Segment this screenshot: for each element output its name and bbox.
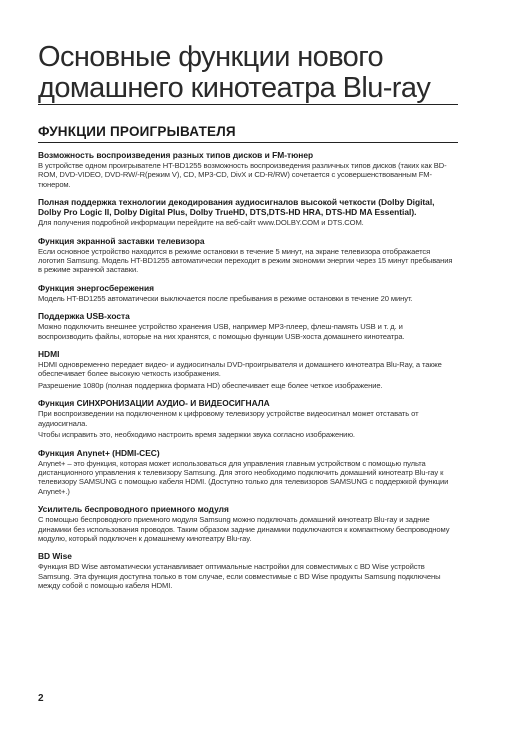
feature-heading: Возможность воспроизведения разных типов дисков и FM-тюнер <box>38 150 314 160</box>
feature-heading: Полная поддержка технологии декодирования аудиосигналов высокой четкости (Dolby Digital, Dolby Pro Logic II, Dolby Digital Plus, Dolby TrueHD, DTS,DTS-HD HRA, DTS-HD MA Essential). <box>38 197 435 218</box>
feature-screensaver <box>38 236 458 275</box>
feature-heading: Функция СИНХРОНИЗАЦИИ АУДИО- И ВИДЕОСИГНАЛА <box>38 398 270 409</box>
feature-text: Если основное устройство находится в режиме остановки в течение 5 минут, на экране телевизора отображается логотип Samsung. Модель HT-BD1255 автоматически переходит в режим экономии энергии через 15 минут пребывания в режиме экранной заставки. <box>38 246 453 275</box>
feature-text: Модель HT-BD1255 автоматически выключается после пребывания в режиме остановки в течение 20 минут. <box>38 293 413 303</box>
feature-av-sync <box>38 398 458 439</box>
feature-power-saving <box>38 283 458 303</box>
section-divider <box>38 142 458 143</box>
feature-anynet <box>38 448 458 497</box>
feature-hdmi <box>38 349 458 390</box>
feature-text: С помощью беспроводного приемного модуля Samsung можно подключать домашний кинотеатр Blu-ray и задние динамики без использования проводов. Таким образом задние динамики подключаются к компактному беспроводному модулю, который подключен к домашнему кинотеатру Blu-ray. <box>38 515 450 543</box>
feature-bd-wise <box>38 551 458 590</box>
feature-list <box>38 150 458 599</box>
feature-text: Чтобы исправить это, необходимо настроить время задержки звука согласно изображению. <box>38 430 355 440</box>
feature-heading: Функция экранной заставки телевизора <box>38 235 205 246</box>
feature-text: Для получения подробной информации перейдите на веб-сайт www.DOLBY.COM и DTS.COM. <box>38 218 364 228</box>
feature-hd-audio <box>38 197 458 227</box>
feature-text: При воспроизведении на подключенном к цифровому телевизору устройстве видеосигнал может отставать от аудиосигнала. <box>38 409 419 428</box>
feature-usb-host <box>38 311 458 341</box>
feature-text: Функция BD Wise автоматически устанавливает оптимальные настройки для совместимых с BD Wise устройств Samsung. Эта функция доступна только в том случае, если совместимые с BD Wise продукты Samsung подключены между собой с помощью кабеля HDMI. <box>38 562 441 591</box>
feature-heading: HDMI <box>38 349 60 360</box>
page-title <box>38 42 458 105</box>
feature-wireless-amp <box>38 504 458 543</box>
feature-text: Разрешение 1080p (полная поддержка формата HD) обеспечивает еще более четкое изображение. <box>38 380 383 390</box>
feature-heading: Функция энергосбережения <box>38 282 155 293</box>
page-title-line-2: домашнего кинотеатра Blu-ray <box>38 73 458 105</box>
feature-heading: Поддержка USB-хоста <box>38 311 130 322</box>
page-title-line-1: Основные функции нового <box>38 41 384 73</box>
feature-heading: BD Wise <box>38 551 72 562</box>
feature-heading: Функция Anynet+ (HDMI-CEC) <box>38 447 160 458</box>
feature-text: Можно подключить внешнее устройство хранения USB, например MP3-плеер, флеш-память USB и т. д. и воспроизводить файлы, которые на них хранятся, с помощью функции USB-хоста домашнего кинотеатра. <box>38 322 405 341</box>
feature-text: В устройстве одном проигрывателе HT-BD1255 возможность воспроизведения различных типов дисков (таких как BD-ROM, DVD-VIDEO, DVD-RW/-R(режим V), CD, MP3-CD, DivX и CD-R/RW) сочетается с усовершенствованным FM-тюнером. <box>38 161 447 189</box>
feature-text: HDMI одновременно передает видео- и аудиосигналы DVD-проигрывателя и домашнего кинотеатра Blu-Ray, а также обеспечивает более высокую четкость изображения. <box>38 360 442 379</box>
feature-heading: Усилитель беспроводного приемного модуля <box>38 504 229 515</box>
feature-text: Anynet+ – это функция, которая может использоваться для управления главным устройством с помощью пульта дистанционного управления к телевизору Samsung. Для этого необходимо подключить домашний кинотеатр Blu-ray к телевизору SAMSUNG с помощью кабеля HDMI. (Доступно только для телевизоров SAMSUNG с поддержкой функции Anynet+.) <box>38 458 449 496</box>
page-number: 2 <box>38 693 44 704</box>
section-title: ФУНКЦИИ ПРОИГРЫВАТЕЛЯ <box>38 124 236 139</box>
feature-disc-playback <box>38 150 458 189</box>
